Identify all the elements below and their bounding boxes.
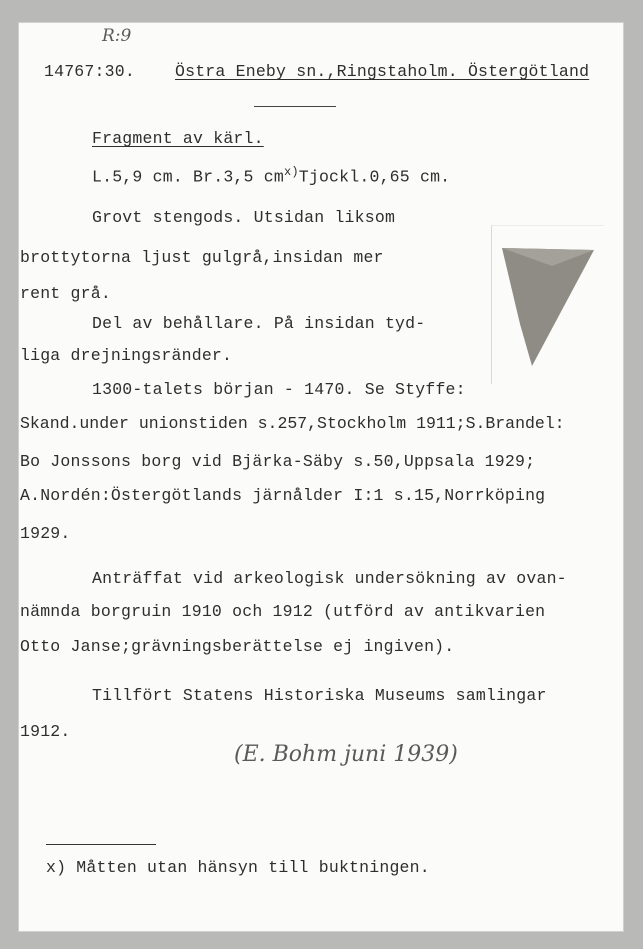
thickness-text: Tjockl.0,65 cm.	[298, 167, 451, 187]
pottery-shard	[502, 248, 594, 366]
footnote: x) Måtten utan hänsyn till buktningen.	[46, 858, 430, 877]
catalog-card	[18, 22, 624, 932]
description-line: Grovt stengods. Utsidan liksom	[92, 208, 396, 227]
dimensions-text: L.5,9 cm. Br.3,5 cm	[92, 167, 284, 187]
description-line: Del av behållare. På insidan tyd-	[92, 314, 426, 333]
signature: (E. Bohm juni 1939)	[234, 742, 458, 767]
find-line: Otto Janse;grävningsberättelse ej ingiven).	[20, 637, 455, 656]
description-line: Skand.under unionstiden s.257,Stockholm 1911;S.Brandel:	[20, 414, 565, 433]
description-line: brottytorna ljust gulgrå,insidan mer	[20, 248, 384, 267]
description-line: 1929.	[20, 524, 71, 543]
find-location: Östra Eneby sn.,Ringstaholm. Östergötland	[175, 62, 590, 81]
description-line: 1300-talets början - 1470. Se Styffe:	[92, 380, 466, 399]
find-line: nämnda borgruin 1910 och 1912 (utförd av antikvarien	[20, 602, 546, 621]
catalog-marker: R:9	[102, 26, 132, 46]
description-line: Bo Jonssons borg vid Bjärka-Säby s.50,Uppsala 1929;	[20, 452, 536, 471]
footnote-marker: x)	[283, 165, 299, 179]
object-dimensions	[92, 162, 450, 188]
acquisition-line: 1912.	[20, 722, 71, 741]
description-line: rent grå.	[20, 284, 111, 303]
shard-photo	[491, 225, 604, 384]
footnote-divider	[46, 844, 156, 845]
catalog-number: 14767:30.	[44, 62, 135, 81]
acquisition-line: Tillfört Statens Historiska Museums samlingar	[92, 686, 547, 705]
description-line: A.Nordén:Östergötlands järnålder I:1 s.15,Norrköping	[20, 486, 546, 505]
underline-mark	[254, 106, 336, 107]
find-line: Anträffat vid arkeologisk undersökning av ovan-	[92, 569, 567, 588]
shard-image	[492, 226, 604, 384]
object-title: Fragment av kärl.	[92, 129, 264, 148]
description-line: liga drejningsränder.	[20, 346, 233, 365]
